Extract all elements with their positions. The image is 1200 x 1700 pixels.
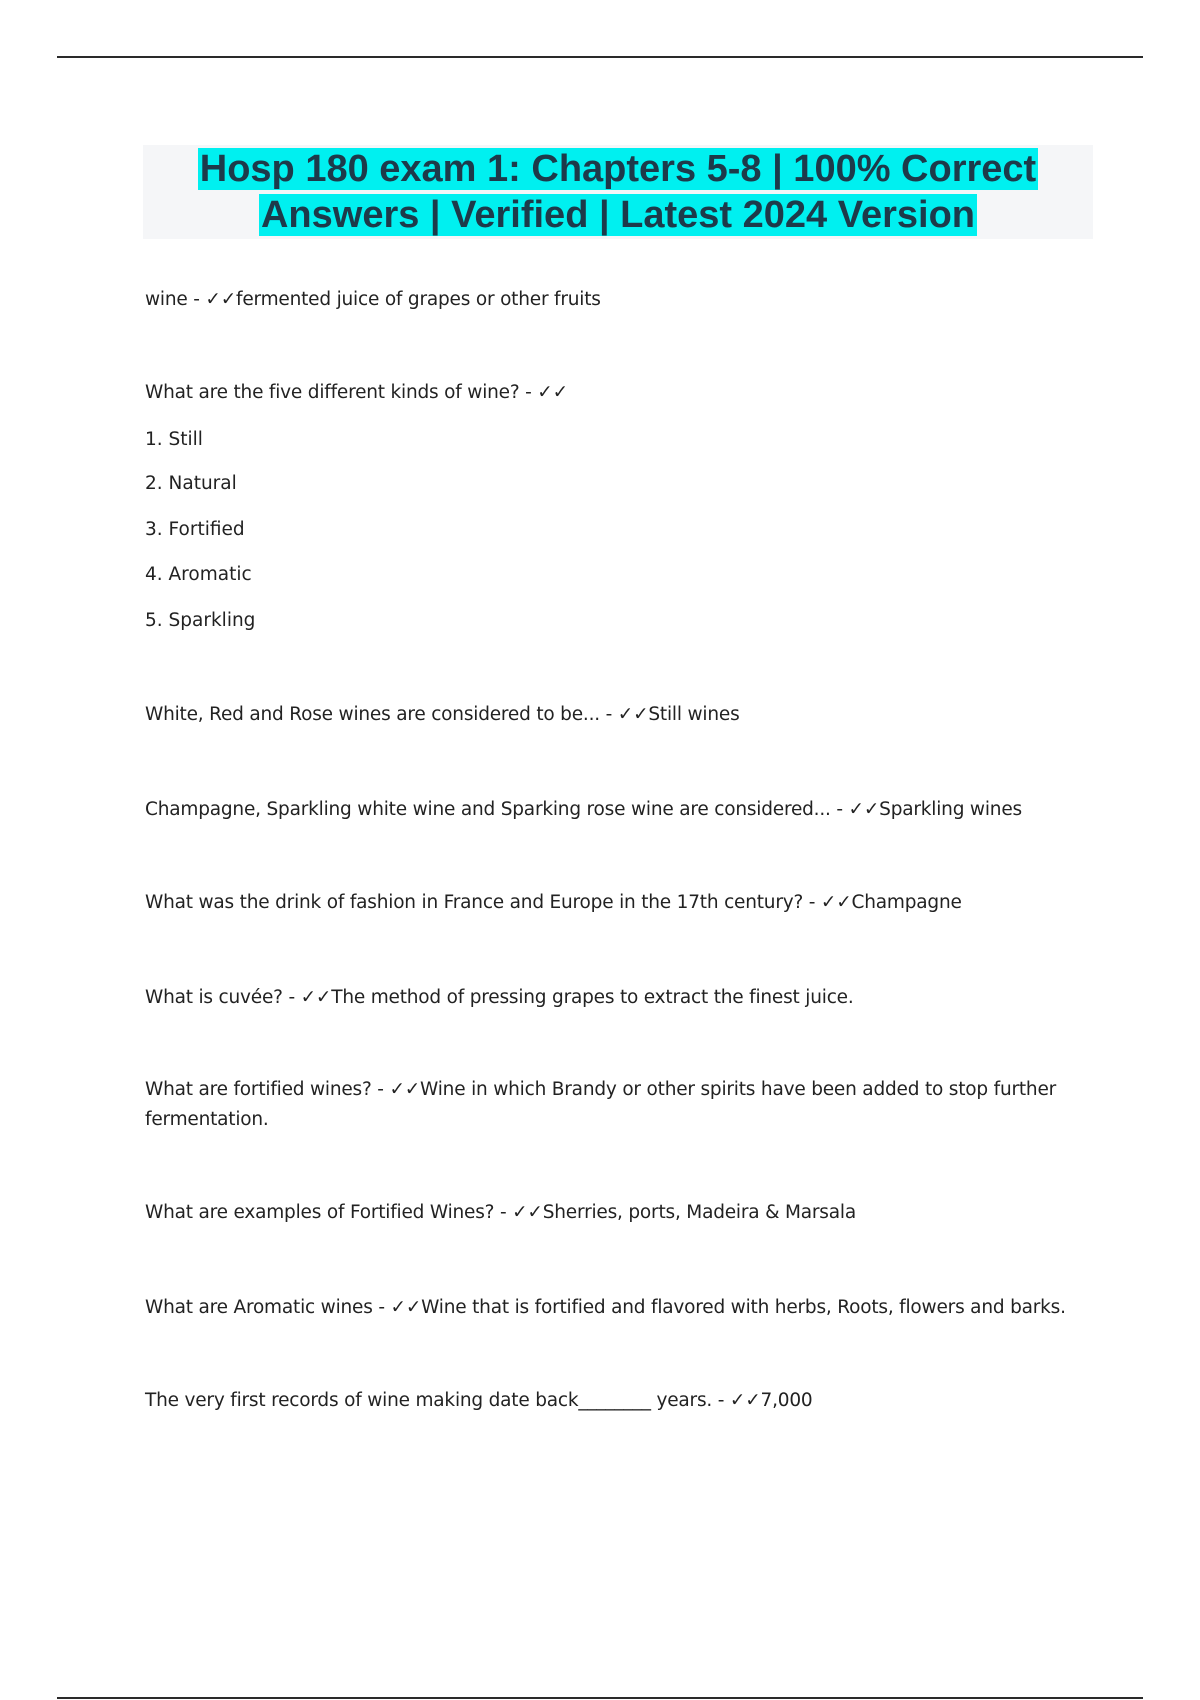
title-line-2: Answers | Verified | Latest 2024 Version: [260, 194, 976, 236]
qa-entry-sparkling-wines: Champagne, Sparkling white wine and Sparking rose wine are considered... - ✓✓Sparkling wines: [145, 799, 1022, 820]
qa-entry-champagne: What was the drink of fashion in France and Europe in the 17th century? - ✓✓Champagne: [145, 892, 962, 913]
title-line-1: Hosp 180 exam 1: Chapters 5-8 | 100% Correct: [199, 148, 1037, 190]
wine-kind-item: 5. Sparkling: [145, 610, 256, 631]
qa-entry-cuvee: What is cuvée? - ✓✓The method of pressing grapes to extract the finest juice.: [145, 987, 854, 1008]
qa-entry-still-wines: White, Red and Rose wines are considered to be... - ✓✓Still wines: [145, 704, 740, 725]
qa-entry-fortified-wines: What are fortified wines? - ✓✓Wine in which Brandy or other spirits have been added to stop further fermentation.: [145, 1079, 1057, 1130]
bottom-rule: [57, 1697, 1143, 1699]
qa-entry-aromatic-wines: What are Aromatic wines - ✓✓Wine that is fortified and flavored with herbs, Roots, flowers and barks.: [145, 1297, 1066, 1318]
qa-entry-wine-definition: wine - ✓✓fermented juice of grapes or other fruits: [145, 289, 601, 310]
wine-kind-item: 3. Fortified: [145, 519, 245, 540]
wine-kind-item: 2. Natural: [145, 473, 237, 494]
qa-entry-five-kinds: What are the five different kinds of wine? - ✓✓: [145, 382, 568, 403]
top-rule: [57, 56, 1143, 58]
wine-kind-item: 4. Aromatic: [145, 564, 252, 585]
qa-entry-fortified-examples: What are examples of Fortified Wines? - ✓✓Sherries, ports, Madeira & Marsala: [145, 1202, 856, 1223]
title-block: [143, 145, 1093, 239]
page-title: [198, 146, 1038, 238]
wine-kind-item: 1. Still: [145, 429, 203, 450]
qa-entry-wine-history: The very first records of wine making date back________ years. - ✓✓7,000: [145, 1390, 813, 1411]
